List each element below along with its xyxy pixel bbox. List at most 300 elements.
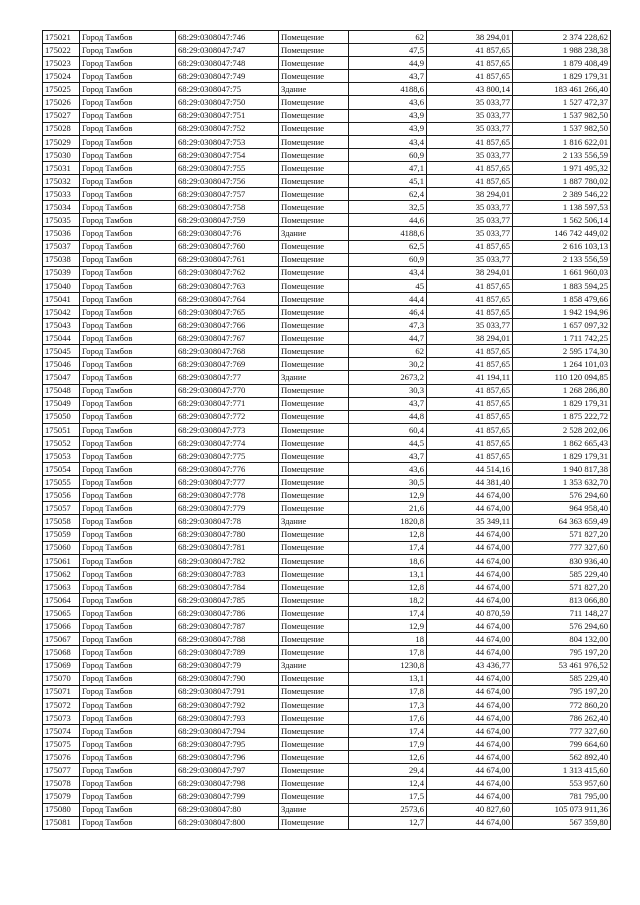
- object-type-cell: Помещение: [279, 201, 349, 214]
- city-cell: Город Тамбов: [80, 698, 176, 711]
- city-cell: Город Тамбов: [80, 607, 176, 620]
- unit-value-cell: 41 857,65: [427, 436, 513, 449]
- cadastral-value-cell: 777 327,60: [513, 724, 611, 737]
- row-number-cell: 175030: [43, 148, 80, 161]
- row-number-cell: 175041: [43, 292, 80, 305]
- row-number-cell: 175077: [43, 764, 80, 777]
- cadastral-number-cell: 68:29:0308047:759: [176, 214, 279, 227]
- cadastral-number-cell: 68:29:0308047:75: [176, 83, 279, 96]
- cadastral-value-cell: 585 229,40: [513, 672, 611, 685]
- table-row: [43, 672, 611, 685]
- row-number-cell: 175045: [43, 345, 80, 358]
- row-number-cell: 175063: [43, 580, 80, 593]
- table-row: [43, 96, 611, 109]
- table-row: [43, 122, 611, 135]
- object-type-cell: Помещение: [279, 57, 349, 70]
- area-cell: 44,6: [349, 214, 427, 227]
- area-cell: 17,4: [349, 724, 427, 737]
- cadastral-number-cell: 68:29:0308047:762: [176, 266, 279, 279]
- unit-value-cell: 41 857,65: [427, 305, 513, 318]
- object-type-cell: Помещение: [279, 554, 349, 567]
- cadastral-value-cell: 1 353 632,70: [513, 476, 611, 489]
- table-row: [43, 161, 611, 174]
- city-cell: Город Тамбов: [80, 659, 176, 672]
- city-cell: Город Тамбов: [80, 227, 176, 240]
- object-type-cell: Помещение: [279, 266, 349, 279]
- cadastral-value-cell: 1 988 238,38: [513, 44, 611, 57]
- area-cell: 12,9: [349, 620, 427, 633]
- cadastral-value-cell: 567 359,80: [513, 816, 611, 829]
- unit-value-cell: 41 857,65: [427, 345, 513, 358]
- cadastral-value-cell: 576 294,60: [513, 489, 611, 502]
- city-cell: Город Тамбов: [80, 188, 176, 201]
- cadastral-value-cell: 1 657 097,32: [513, 319, 611, 332]
- table-row: [43, 332, 611, 345]
- row-number-cell: 175074: [43, 724, 80, 737]
- table-row: [43, 646, 611, 659]
- cadastral-number-cell: 68:29:0308047:753: [176, 135, 279, 148]
- area-cell: 13,1: [349, 567, 427, 580]
- area-cell: 4188,6: [349, 83, 427, 96]
- city-cell: Город Тамбов: [80, 594, 176, 607]
- unit-value-cell: 41 857,65: [427, 135, 513, 148]
- object-type-cell: Помещение: [279, 44, 349, 57]
- cadastral-number-cell: 68:29:0308047:765: [176, 305, 279, 318]
- cadastral-value-cell: 830 936,40: [513, 554, 611, 567]
- cadastral-number-cell: 68:29:0308047:797: [176, 764, 279, 777]
- row-number-cell: 175032: [43, 175, 80, 188]
- unit-value-cell: 41 857,65: [427, 397, 513, 410]
- unit-value-cell: 38 294,01: [427, 266, 513, 279]
- row-number-cell: 175052: [43, 436, 80, 449]
- table-row: [43, 135, 611, 148]
- row-number-cell: 175072: [43, 698, 80, 711]
- city-cell: Город Тамбов: [80, 450, 176, 463]
- city-cell: Город Тамбов: [80, 436, 176, 449]
- object-type-cell: Помещение: [279, 633, 349, 646]
- city-cell: Город Тамбов: [80, 790, 176, 803]
- cadastral-number-cell: 68:29:0308047:794: [176, 724, 279, 737]
- cadastral-value-cell: 1 527 472,37: [513, 96, 611, 109]
- cadastral-number-cell: 68:29:0308047:778: [176, 489, 279, 502]
- area-cell: 18: [349, 633, 427, 646]
- cadastral-value-cell: 183 461 266,40: [513, 83, 611, 96]
- table-body: [43, 31, 611, 830]
- object-type-cell: Здание: [279, 227, 349, 240]
- cadastral-number-cell: 68:29:0308047:800: [176, 816, 279, 829]
- unit-value-cell: 44 674,00: [427, 764, 513, 777]
- table-row: [43, 253, 611, 266]
- object-type-cell: Помещение: [279, 685, 349, 698]
- cadastral-value-cell: 1 887 780,02: [513, 175, 611, 188]
- object-type-cell: Помещение: [279, 70, 349, 83]
- row-number-cell: 175055: [43, 476, 80, 489]
- row-number-cell: 175033: [43, 188, 80, 201]
- cadastral-value-cell: 2 616 103,13: [513, 240, 611, 253]
- row-number-cell: 175067: [43, 633, 80, 646]
- unit-value-cell: 35 033,77: [427, 227, 513, 240]
- table-row: [43, 358, 611, 371]
- table-row: [43, 816, 611, 829]
- table-row: [43, 240, 611, 253]
- area-cell: 17,4: [349, 541, 427, 554]
- cadastral-value-cell: 1 883 594,25: [513, 279, 611, 292]
- area-cell: 29,4: [349, 764, 427, 777]
- table-row: [43, 70, 611, 83]
- row-number-cell: 175080: [43, 803, 80, 816]
- row-number-cell: 175035: [43, 214, 80, 227]
- cadastral-number-cell: 68:29:0308047:767: [176, 332, 279, 345]
- cadastral-number-cell: 68:29:0308047:798: [176, 777, 279, 790]
- cadastral-value-cell: 777 327,60: [513, 541, 611, 554]
- unit-value-cell: 38 294,01: [427, 31, 513, 44]
- unit-value-cell: 38 294,01: [427, 188, 513, 201]
- row-number-cell: 175034: [43, 201, 80, 214]
- area-cell: 17,5: [349, 790, 427, 803]
- cadastral-number-cell: 68:29:0308047:768: [176, 345, 279, 358]
- area-cell: 17,3: [349, 698, 427, 711]
- unit-value-cell: 41 857,65: [427, 292, 513, 305]
- area-cell: 18,6: [349, 554, 427, 567]
- row-number-cell: 175066: [43, 620, 80, 633]
- city-cell: Город Тамбов: [80, 476, 176, 489]
- unit-value-cell: 44 674,00: [427, 724, 513, 737]
- area-cell: 62: [349, 31, 427, 44]
- cadastral-value-cell: 1 816 622,01: [513, 135, 611, 148]
- area-cell: 21,6: [349, 502, 427, 515]
- area-cell: 60,9: [349, 148, 427, 161]
- area-cell: 13,1: [349, 672, 427, 685]
- area-cell: 62,4: [349, 188, 427, 201]
- row-number-cell: 175026: [43, 96, 80, 109]
- cadastral-number-cell: 68:29:0308047:749: [176, 70, 279, 83]
- cadastral-value-cell: 1 661 960,03: [513, 266, 611, 279]
- city-cell: Город Тамбов: [80, 319, 176, 332]
- row-number-cell: 175076: [43, 751, 80, 764]
- unit-value-cell: 35 033,77: [427, 109, 513, 122]
- cadastral-value-cell: 2 389 546,22: [513, 188, 611, 201]
- area-cell: 43,7: [349, 397, 427, 410]
- cadastral-number-cell: 68:29:0308047:80: [176, 803, 279, 816]
- object-type-cell: Помещение: [279, 319, 349, 332]
- table-row: [43, 777, 611, 790]
- area-cell: 62: [349, 345, 427, 358]
- area-cell: 62,5: [349, 240, 427, 253]
- object-type-cell: Помещение: [279, 188, 349, 201]
- table-row: [43, 541, 611, 554]
- cadastral-number-cell: 68:29:0308047:792: [176, 698, 279, 711]
- city-cell: Город Тамбов: [80, 371, 176, 384]
- object-type-cell: Помещение: [279, 751, 349, 764]
- cadastral-value-cell: 795 197,20: [513, 685, 611, 698]
- row-number-cell: 175057: [43, 502, 80, 515]
- area-cell: 17,8: [349, 646, 427, 659]
- area-cell: 44,9: [349, 57, 427, 70]
- city-cell: Город Тамбов: [80, 489, 176, 502]
- city-cell: Город Тамбов: [80, 253, 176, 266]
- unit-value-cell: 44 674,00: [427, 541, 513, 554]
- table-row: [43, 83, 611, 96]
- row-number-cell: 175049: [43, 397, 80, 410]
- object-type-cell: Помещение: [279, 620, 349, 633]
- row-number-cell: 175042: [43, 305, 80, 318]
- row-number-cell: 175056: [43, 489, 80, 502]
- unit-value-cell: 35 349,11: [427, 515, 513, 528]
- object-type-cell: Помещение: [279, 305, 349, 318]
- object-type-cell: Помещение: [279, 253, 349, 266]
- area-cell: 12,8: [349, 528, 427, 541]
- cadastral-value-cell: 2 528 202,06: [513, 423, 611, 436]
- cadastral-number-cell: 68:29:0308047:788: [176, 633, 279, 646]
- row-number-cell: 175027: [43, 109, 80, 122]
- area-cell: 43,6: [349, 463, 427, 476]
- object-type-cell: Помещение: [279, 698, 349, 711]
- cadastral-value-cell: 1 862 665,43: [513, 436, 611, 449]
- cadastral-value-cell: 1 875 222,72: [513, 410, 611, 423]
- area-cell: 46,4: [349, 305, 427, 318]
- object-type-cell: Помещение: [279, 358, 349, 371]
- unit-value-cell: 41 857,65: [427, 358, 513, 371]
- city-cell: Город Тамбов: [80, 711, 176, 724]
- object-type-cell: Помещение: [279, 607, 349, 620]
- area-cell: 60,9: [349, 253, 427, 266]
- area-cell: 43,9: [349, 109, 427, 122]
- object-type-cell: Помещение: [279, 489, 349, 502]
- cadastral-number-cell: 68:29:0308047:776: [176, 463, 279, 476]
- table-row: [43, 450, 611, 463]
- object-type-cell: Помещение: [279, 175, 349, 188]
- cadastral-number-cell: 68:29:0308047:782: [176, 554, 279, 567]
- table-row: [43, 175, 611, 188]
- city-cell: Город Тамбов: [80, 816, 176, 829]
- cadastral-value-cell: 1 264 101,03: [513, 358, 611, 371]
- row-number-cell: 175048: [43, 384, 80, 397]
- cadastral-number-cell: 68:29:0308047:777: [176, 476, 279, 489]
- table-row: [43, 502, 611, 515]
- unit-value-cell: 35 033,77: [427, 122, 513, 135]
- table-row: [43, 724, 611, 737]
- object-type-cell: Помещение: [279, 423, 349, 436]
- city-cell: Город Тамбов: [80, 358, 176, 371]
- object-type-cell: Помещение: [279, 96, 349, 109]
- city-cell: Город Тамбов: [80, 57, 176, 70]
- object-type-cell: Помещение: [279, 764, 349, 777]
- object-type-cell: Помещение: [279, 135, 349, 148]
- city-cell: Город Тамбов: [80, 70, 176, 83]
- cadastral-value-cell: 1 562 506,14: [513, 214, 611, 227]
- object-type-cell: Помещение: [279, 646, 349, 659]
- cadastral-value-cell: 1 971 495,32: [513, 161, 611, 174]
- table-row: [43, 698, 611, 711]
- object-type-cell: Помещение: [279, 161, 349, 174]
- city-cell: Город Тамбов: [80, 554, 176, 567]
- city-cell: Город Тамбов: [80, 633, 176, 646]
- cadastral-value-cell: 1 879 408,49: [513, 57, 611, 70]
- area-cell: 30,2: [349, 358, 427, 371]
- table-row: [43, 528, 611, 541]
- cadastral-number-cell: 68:29:0308047:781: [176, 541, 279, 554]
- city-cell: Город Тамбов: [80, 83, 176, 96]
- table-row: [43, 738, 611, 751]
- cadastral-value-cell: 553 957,60: [513, 777, 611, 790]
- cadastral-value-cell: 1 829 179,31: [513, 450, 611, 463]
- city-cell: Город Тамбов: [80, 724, 176, 737]
- unit-value-cell: 44 674,00: [427, 698, 513, 711]
- city-cell: Город Тамбов: [80, 528, 176, 541]
- cadastral-value-cell: 1 537 982,50: [513, 109, 611, 122]
- unit-value-cell: 41 857,65: [427, 44, 513, 57]
- cadastral-number-cell: 68:29:0308047:78: [176, 515, 279, 528]
- unit-value-cell: 44 674,00: [427, 580, 513, 593]
- object-type-cell: Помещение: [279, 384, 349, 397]
- row-number-cell: 175070: [43, 672, 80, 685]
- object-type-cell: Здание: [279, 803, 349, 816]
- unit-value-cell: 40 870,59: [427, 607, 513, 620]
- object-type-cell: Помещение: [279, 672, 349, 685]
- cadastral-number-cell: 68:29:0308047:761: [176, 253, 279, 266]
- area-cell: 47,1: [349, 161, 427, 174]
- unit-value-cell: 41 857,65: [427, 410, 513, 423]
- cadastral-value-cell: 2 133 556,59: [513, 148, 611, 161]
- cadastral-value-cell: 786 262,40: [513, 711, 611, 724]
- cadastral-number-cell: 68:29:0308047:756: [176, 175, 279, 188]
- row-number-cell: 175046: [43, 358, 80, 371]
- cadastral-value-cell: 1 711 742,25: [513, 332, 611, 345]
- city-cell: Город Тамбов: [80, 214, 176, 227]
- object-type-cell: Помещение: [279, 148, 349, 161]
- object-type-cell: Помещение: [279, 502, 349, 515]
- unit-value-cell: 41 857,65: [427, 161, 513, 174]
- row-number-cell: 175064: [43, 594, 80, 607]
- cadastral-number-cell: 68:29:0308047:766: [176, 319, 279, 332]
- unit-value-cell: 44 674,00: [427, 816, 513, 829]
- cadastral-value-cell: 781 795,00: [513, 790, 611, 803]
- cadastral-number-cell: 68:29:0308047:754: [176, 148, 279, 161]
- unit-value-cell: 41 857,65: [427, 240, 513, 253]
- object-type-cell: Помещение: [279, 724, 349, 737]
- object-type-cell: Помещение: [279, 122, 349, 135]
- object-type-cell: Помещение: [279, 790, 349, 803]
- city-cell: Город Тамбов: [80, 463, 176, 476]
- unit-value-cell: 44 674,00: [427, 685, 513, 698]
- table-row: [43, 371, 611, 384]
- city-cell: Город Тамбов: [80, 201, 176, 214]
- unit-value-cell: 38 294,01: [427, 332, 513, 345]
- unit-value-cell: 41 857,65: [427, 423, 513, 436]
- object-type-cell: Помещение: [279, 476, 349, 489]
- cadastral-value-cell: 1 858 479,66: [513, 292, 611, 305]
- cadastral-value-cell: 1 313 415,60: [513, 764, 611, 777]
- cadastral-number-cell: 68:29:0308047:751: [176, 109, 279, 122]
- city-cell: Город Тамбов: [80, 240, 176, 253]
- table-row: [43, 305, 611, 318]
- area-cell: 12,9: [349, 489, 427, 502]
- unit-value-cell: 44 674,00: [427, 633, 513, 646]
- cadastral-number-cell: 68:29:0308047:775: [176, 450, 279, 463]
- row-number-cell: 175025: [43, 83, 80, 96]
- cadastral-number-cell: 68:29:0308047:791: [176, 685, 279, 698]
- row-number-cell: 175060: [43, 541, 80, 554]
- area-cell: 32,5: [349, 201, 427, 214]
- city-cell: Город Тамбов: [80, 148, 176, 161]
- row-number-cell: 175037: [43, 240, 80, 253]
- cadastral-value-cell: 562 892,40: [513, 751, 611, 764]
- cadastral-number-cell: 68:29:0308047:795: [176, 738, 279, 751]
- city-cell: Город Тамбов: [80, 646, 176, 659]
- row-number-cell: 175062: [43, 567, 80, 580]
- cadastral-value-table: [42, 30, 611, 830]
- row-number-cell: 175073: [43, 711, 80, 724]
- city-cell: Город Тамбов: [80, 279, 176, 292]
- row-number-cell: 175079: [43, 790, 80, 803]
- city-cell: Город Тамбов: [80, 122, 176, 135]
- area-cell: 30,3: [349, 384, 427, 397]
- unit-value-cell: 35 033,77: [427, 148, 513, 161]
- unit-value-cell: 41 857,65: [427, 384, 513, 397]
- row-number-cell: 175036: [43, 227, 80, 240]
- cadastral-number-cell: 68:29:0308047:758: [176, 201, 279, 214]
- cadastral-number-cell: 68:29:0308047:755: [176, 161, 279, 174]
- object-type-cell: Помещение: [279, 214, 349, 227]
- cadastral-number-cell: 68:29:0308047:793: [176, 711, 279, 724]
- object-type-cell: Здание: [279, 515, 349, 528]
- unit-value-cell: 41 857,65: [427, 279, 513, 292]
- table-row: [43, 201, 611, 214]
- row-number-cell: 175022: [43, 44, 80, 57]
- cadastral-value-cell: 1 138 597,53: [513, 201, 611, 214]
- object-type-cell: Здание: [279, 659, 349, 672]
- city-cell: Город Тамбов: [80, 345, 176, 358]
- row-number-cell: 175023: [43, 57, 80, 70]
- area-cell: 1820,8: [349, 515, 427, 528]
- object-type-cell: Помещение: [279, 580, 349, 593]
- object-type-cell: Помещение: [279, 109, 349, 122]
- area-cell: 4188,6: [349, 227, 427, 240]
- table-row: [43, 319, 611, 332]
- cadastral-value-cell: 576 294,60: [513, 620, 611, 633]
- table-row: [43, 57, 611, 70]
- table-row: [43, 214, 611, 227]
- area-cell: 60,4: [349, 423, 427, 436]
- unit-value-cell: 44 674,00: [427, 489, 513, 502]
- cadastral-number-cell: 68:29:0308047:76: [176, 227, 279, 240]
- row-number-cell: 175044: [43, 332, 80, 345]
- area-cell: 47,3: [349, 319, 427, 332]
- row-number-cell: 175058: [43, 515, 80, 528]
- area-cell: 18,2: [349, 594, 427, 607]
- unit-value-cell: 35 033,77: [427, 96, 513, 109]
- row-number-cell: 175050: [43, 410, 80, 423]
- city-cell: Город Тамбов: [80, 109, 176, 122]
- cadastral-value-cell: 53 461 976,52: [513, 659, 611, 672]
- unit-value-cell: 44 674,00: [427, 672, 513, 685]
- area-cell: 17,4: [349, 607, 427, 620]
- unit-value-cell: 44 674,00: [427, 738, 513, 751]
- table-row: [43, 227, 611, 240]
- cadastral-number-cell: 68:29:0308047:796: [176, 751, 279, 764]
- cadastral-value-cell: 105 073 911,36: [513, 803, 611, 816]
- row-number-cell: 175039: [43, 266, 80, 279]
- area-cell: 45,1: [349, 175, 427, 188]
- cadastral-number-cell: 68:29:0308047:748: [176, 57, 279, 70]
- cadastral-number-cell: 68:29:0308047:774: [176, 436, 279, 449]
- city-cell: Город Тамбов: [80, 305, 176, 318]
- cadastral-number-cell: 68:29:0308047:757: [176, 188, 279, 201]
- table-row: [43, 620, 611, 633]
- table-row: [43, 397, 611, 410]
- table-row: [43, 384, 611, 397]
- table-row: [43, 436, 611, 449]
